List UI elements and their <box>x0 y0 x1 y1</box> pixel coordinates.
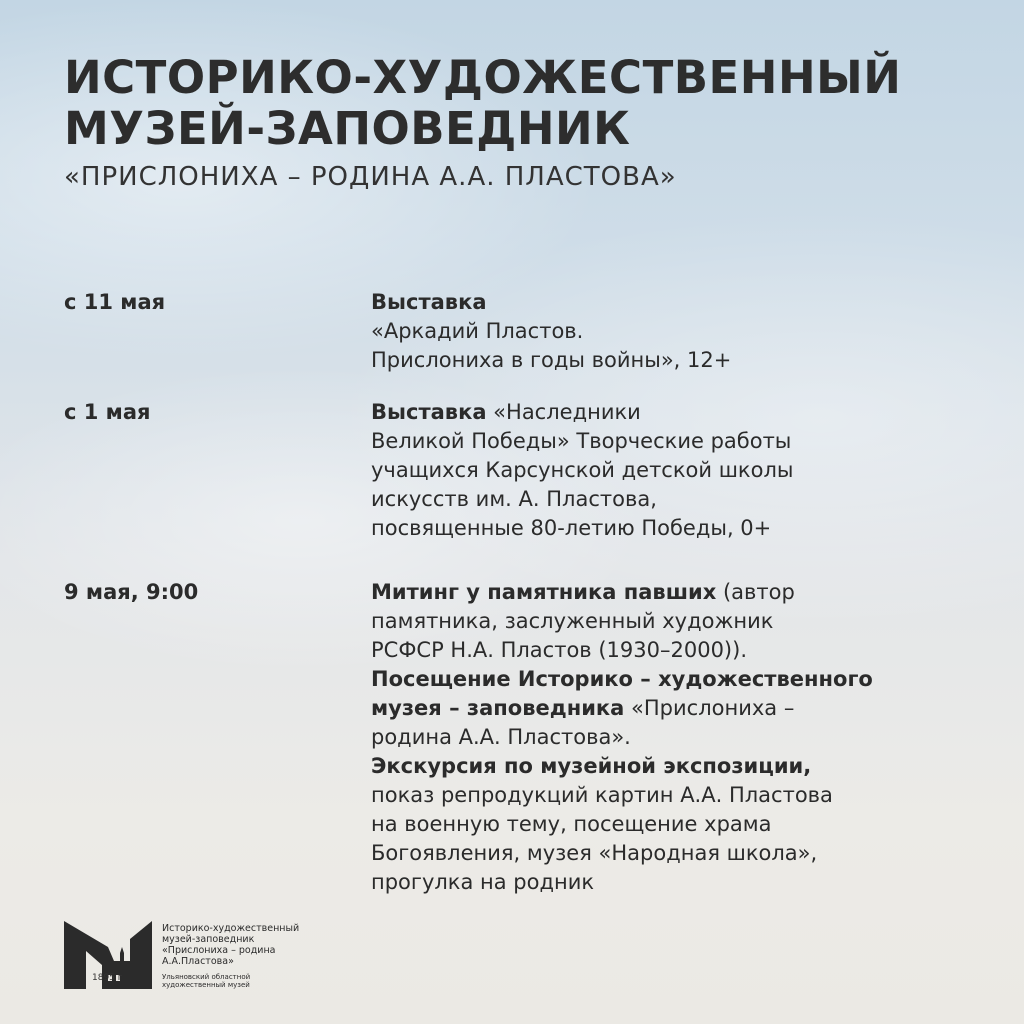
page-title <box>64 52 901 154</box>
event-date: 9 мая, 9:00 <box>64 580 199 604</box>
event-subtitle: Посещение Историко – художественного <box>371 667 873 691</box>
event-title: Выставка <box>371 400 487 424</box>
event-title: Выставка <box>371 290 487 314</box>
event-subtitle: Экскурсия по музейной экспозиции, <box>371 754 812 778</box>
event-subtitle: музея – заповедника <box>371 696 625 720</box>
title-line-1: ИСТОРИКО-ХУДОЖЕСТВЕННЫЙ <box>64 51 902 104</box>
page-subtitle: «ПРИСЛОНИХА – РОДИНА А.А. ПЛАСТОВА» <box>64 162 677 192</box>
museum-name: Историко-художественный музей-заповедник «Прислониха – родина А.А.Пластова» <box>162 923 300 967</box>
logo-year: 1895 г <box>92 973 123 983</box>
event-date: с 11 мая <box>64 290 166 314</box>
event-date: с 1 мая <box>64 400 151 424</box>
event-title: Митинг у памятника павших <box>371 580 717 604</box>
title-line-2: МУЗЕЙ-ЗАПОВЕДНИК <box>64 102 631 155</box>
event-description: Выставка «Аркадий Пластов. Прислониха в годы войны», 12+ <box>371 290 732 372</box>
museum-parent-org: Ульяновский областной художественный музей <box>162 973 251 989</box>
event-description: Выставка «Наследники Великой Победы» Творческие работы учащихся Карсунской детской школы искусств им. А. Пластова, посвященные 80-летию Победы, 0+ <box>371 400 794 540</box>
museum-logo <box>64 917 364 997</box>
event-description: Митинг у памятника павших (автор памятника, заслуженный художник РСФСР Н.А. Пластов (1930–2000)). Посещение Историко – художественного музея – заповедника «Прислониха – родина А.А. Пластова». Экскурсия по музейной экспозиции, показ репродукций картин А.А. Пластова на военную тему, посещение храма Богоявления, музея «Народная школа», прогулка на родник <box>371 580 873 894</box>
